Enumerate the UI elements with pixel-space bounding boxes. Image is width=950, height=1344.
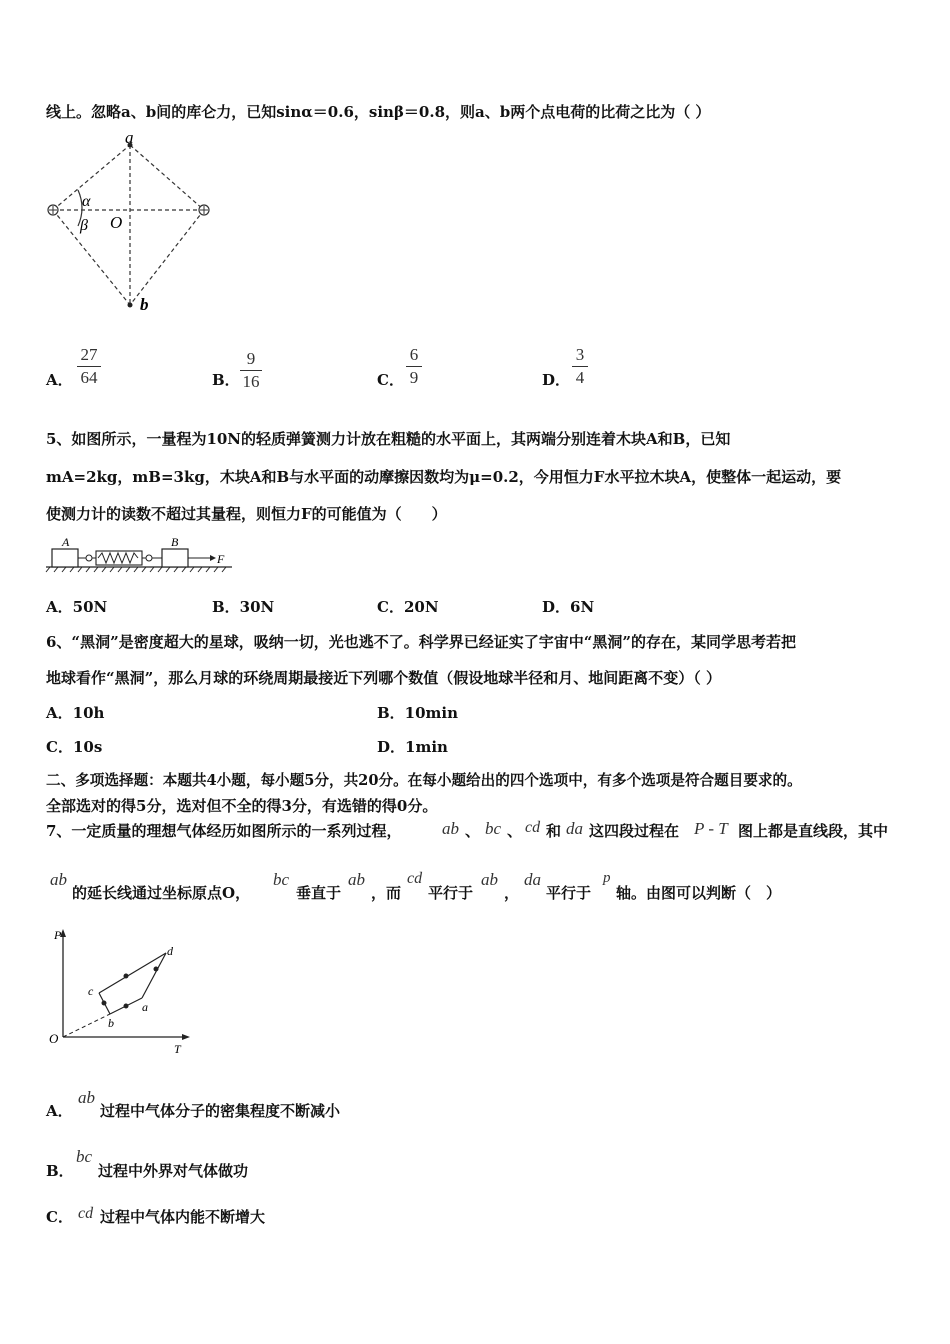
q7-label-a: a xyxy=(142,1000,148,1014)
q7-l2-ab-3: ab xyxy=(481,870,498,889)
q4-label-beta: β xyxy=(80,217,88,234)
q4-charge-diagram xyxy=(40,130,220,320)
q7-option-b-label: B． xyxy=(46,1162,74,1180)
q6-option-c: C．10s xyxy=(46,738,103,756)
q7-option-a-symbol: ab xyxy=(78,1088,95,1107)
q5-label-F: F xyxy=(217,552,225,566)
q5-label-B: B xyxy=(171,535,179,549)
q5-option-c: C．20N xyxy=(377,598,439,616)
q7-option-c-label: C． xyxy=(46,1208,73,1226)
q7-l2-bc: bc xyxy=(273,870,290,889)
q7-option-c-symbol: cd xyxy=(78,1205,94,1222)
q6-option-b: B．10min xyxy=(377,704,459,722)
q7-l2-parallel-1: 平行于 xyxy=(428,884,474,902)
q5-line-2: mA=2kg，mB=3kg，木块A和B与水平面的动摩擦因数均为μ=0.2，今用恒力F水平拉木块A，使整体一起运动，要 xyxy=(46,468,842,486)
q7-line-1b: 这四段过程在 xyxy=(589,822,680,840)
q7-label-b: b xyxy=(108,1016,114,1030)
q7-symbol-da: da xyxy=(566,819,583,838)
q7-l2-parallel-2: 平行于 xyxy=(546,884,592,902)
q4-option-b-fraction: 9 16 xyxy=(240,349,262,392)
q7-l2-ab-2: ab xyxy=(348,870,365,889)
q4-option-d-label: D． xyxy=(542,371,571,389)
q5-spring-diagram xyxy=(46,534,236,574)
q7-l2-end: 轴。由图可以判断（ ） xyxy=(616,884,782,902)
q7-l2-ab: ab xyxy=(50,870,67,889)
q4-label-alpha: α xyxy=(82,193,91,210)
q4-question-line: 线上。忽略a、b间的库仑力，已知sinα＝0.6，sinβ＝0.8，则a、b两个点电荷的比荷之比为（ ） xyxy=(46,103,711,121)
q6-option-d: D．1min xyxy=(377,738,448,756)
q7-option-a-text: 过程中气体分子的密集程度不断减小 xyxy=(100,1102,341,1120)
q7-pt-diagram xyxy=(46,925,196,1055)
q7-symbol-ab: ab xyxy=(442,819,459,838)
section2-heading-line-2: 全部选对的得5分，选对但不全的得3分，有选错的得0分。 xyxy=(46,797,438,815)
q6-option-a: A．10h xyxy=(46,704,105,722)
q5-option-d: D．6N xyxy=(542,598,595,616)
q4-label-b: b xyxy=(140,295,149,314)
q7-and: 和 xyxy=(546,822,562,840)
q4-option-c-label: C． xyxy=(377,371,404,389)
q4-option-a-label: A． xyxy=(46,371,73,389)
q4-label-O: O xyxy=(110,213,123,232)
q4-option-d-fraction: 3 4 xyxy=(572,345,588,388)
q7-sep-2: 、 xyxy=(507,822,523,840)
q7-line-1c: 图上都是直线段，其中 xyxy=(738,822,889,840)
q5-option-a: A．50N xyxy=(46,598,108,616)
q7-label-T: T xyxy=(174,1042,181,1056)
q4-option-b-label: B． xyxy=(212,371,240,389)
q7-symbol-cd: cd xyxy=(525,819,541,836)
q5-line-1: 5、如图所示，一量程为10N的轻质弹簧测力计放在粗糙的水平面上，其两端分别连着木块A和B，已知 xyxy=(46,430,731,448)
q4-option-c-fraction: 6 9 xyxy=(406,345,422,388)
q7-l2-extension: 的延长线通过坐标原点O， xyxy=(72,884,251,902)
q4-option-a-fraction: 27 64 xyxy=(77,345,101,388)
q7-symbol-pt: P - T xyxy=(694,819,728,838)
q6-line-1: 6、“黑洞”是密度超大的星球，吸纳一切，光也逃不了。科学界已经证实了宇宙中“黑洞”的存在，某同学思考若把 xyxy=(46,633,796,651)
q7-l2-da: da xyxy=(524,870,541,889)
q7-option-c-text: 过程中气体内能不断增大 xyxy=(100,1208,266,1226)
q7-label-O: O xyxy=(49,1031,59,1046)
q5-label-A: A xyxy=(62,535,70,549)
q7-option-b-symbol: bc xyxy=(76,1147,93,1166)
q7-l2-comma: ， xyxy=(504,884,520,902)
q7-option-b-text: 过程中外界对气体做功 xyxy=(98,1162,249,1180)
q6-line-2: 地球看作“黑洞”，那么月球的环绕周期最接近下列哪个数值（假设地球半径和月、地间距离不变）（ ） xyxy=(46,669,721,687)
q7-l2-p: p xyxy=(603,870,611,886)
q7-option-a-label: A． xyxy=(46,1102,73,1120)
q7-l2-cd: cd xyxy=(407,870,423,887)
q7-l2-er: ，而 xyxy=(371,884,402,902)
q5-line-3: 使测力计的读数不超过其量程，则恒力F的可能值为（ ） xyxy=(46,505,447,523)
section2-heading-line-1: 二、多项选择题：本题共4小题，每小题5分，共20分。在每小题给出的四个选项中，有多个选项是符合题目要求的。 xyxy=(46,772,802,789)
q7-label-d: d xyxy=(167,944,173,958)
q7-line-1a: 7、一定质量的理想气体经历如图所示的一系列过程， xyxy=(46,822,402,840)
q7-l2-perp: 垂直于 xyxy=(296,884,342,902)
q4-label-a: a xyxy=(125,128,134,147)
q7-label-c: c xyxy=(88,984,94,998)
q7-sep-1: 、 xyxy=(465,822,481,840)
q5-option-b: B．30N xyxy=(212,598,275,616)
q7-label-P: P xyxy=(54,928,62,942)
q7-symbol-bc: bc xyxy=(485,819,502,838)
